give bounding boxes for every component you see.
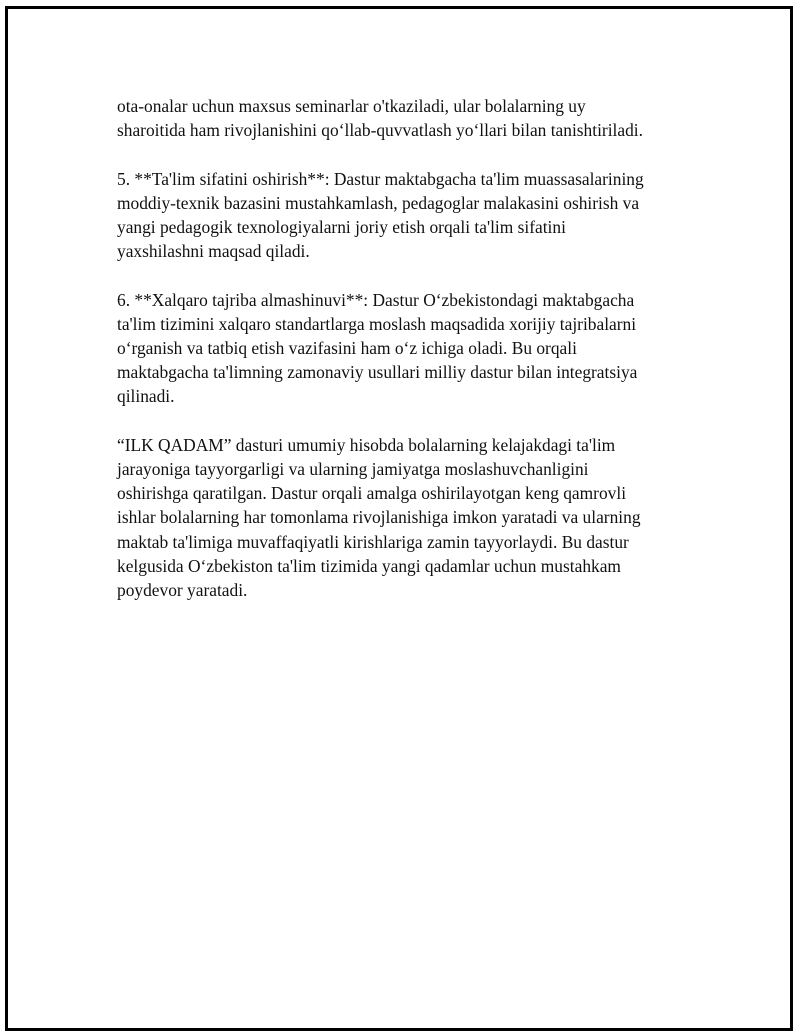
paragraph-seminars-continuation: ota-onalar uchun maxsus seminarlar o'tkaziladi, ular bolalarning uy sharoitida ham rivojlanishini qo‘llab-quvvatlash yo‘llari bilan tanishtiriladi.	[117, 96, 643, 141]
paragraph-conclusion: “ILK QADAM” dasturi umumiy hisobda bolalarning kelajakdagi ta'lim jarayoniga tayyorgarligi va ularning jamiyatga moslashuvchanligini oshirishga qaratilgan. Dastur orqali amalga oshirilayotgan keng qamrovli ishlar bolalarning har tomonlama rivojlanishiga imkon yaratadi va ularning maktab ta'limiga muvaffaqiyatli kirishlariga zamin tayyorlaydi. Bu dastur kelgusida O‘zbekiston ta'lim tizimida yangi qadamlar uchun mustahkam poydevor yaratadi.	[117, 434, 641, 601]
paragraph-international-exchange: 6. **Xalqaro tajriba almashinuvi**: Dastur O‘zbekistondagi maktabgacha ta'lim tizimini xalqaro standartlarga moslash maqsadida xorijiy tajribalarni o‘rganish va tatbiq etish vazifasini ham o‘z ichiga oladi. Bu orqali maktabgacha ta'limning zamonaviy usullari milliy dastur bilan integratsiya qilinadi.	[117, 289, 638, 407]
document-body	[117, 94, 687, 626]
paragraph-education-quality: 5. **Ta'lim sifatini oshirish**: Dastur maktabgacha ta'lim muassasalarining moddiy-texnik bazasini mustahkamlash, pedagoglar malakasini oshirish va yangi pedagogik texnologiyalarni joriy etish orqali ta'lim sifatini yaxshilashni maqsad qiladi.	[117, 168, 644, 262]
